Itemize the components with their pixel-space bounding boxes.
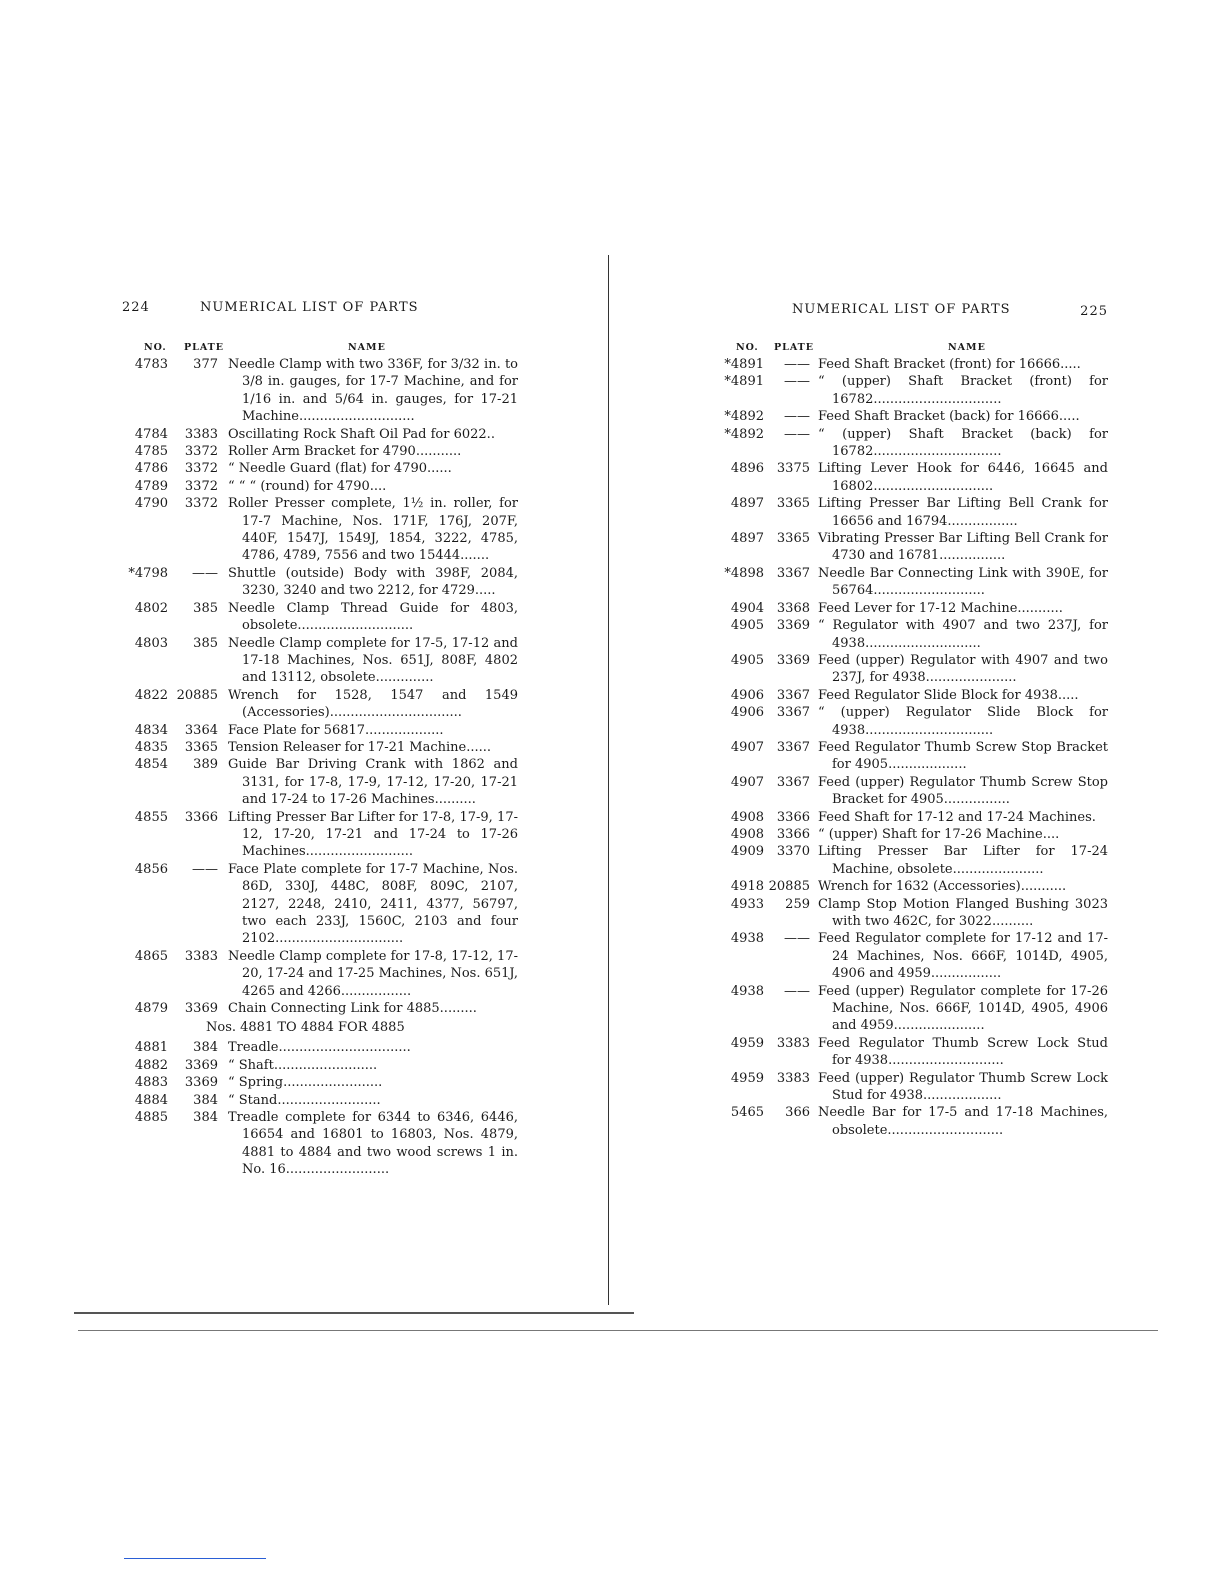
part-name: “ “ “ (round) for 4790.... bbox=[228, 478, 387, 494]
plate-number: 3367 bbox=[776, 774, 810, 790]
part-row bbox=[118, 1092, 518, 1109]
part-row bbox=[718, 983, 1108, 1035]
part-row bbox=[718, 1104, 1108, 1139]
plate-number: 3365 bbox=[776, 496, 810, 512]
plate-number: 3369 bbox=[184, 1075, 218, 1091]
part-number: 4896 bbox=[730, 461, 764, 477]
scan-edge-line bbox=[74, 1312, 634, 1314]
plate-number: 377 bbox=[193, 357, 218, 372]
part-row bbox=[118, 756, 518, 808]
part-name: Treadle complete for 6344 to 6346, 6446, 16654 and 16801 to 16803, Nos. 4879, 4881 to 4884 and two wood screws 1 in. No. 16......................... bbox=[228, 1110, 518, 1178]
right-parts-list bbox=[718, 356, 1108, 1139]
part-row bbox=[118, 426, 518, 443]
part-number: *4891 bbox=[724, 357, 764, 372]
part-name: Feed Regulator Thumb Screw Lock Stud for 4938............................ bbox=[818, 1035, 1108, 1069]
plate-number: —— bbox=[192, 861, 218, 877]
part-row bbox=[718, 930, 1108, 982]
plate-number: 3383 bbox=[184, 426, 218, 442]
part-number: 4882 bbox=[134, 1057, 168, 1073]
part-row bbox=[118, 1057, 518, 1074]
plate-number: 3372 bbox=[184, 461, 218, 477]
part-name: “ (upper) Regulator Slide Block for 4938............................... bbox=[818, 705, 1108, 738]
plate-number: 3367 bbox=[776, 739, 810, 755]
part-row bbox=[718, 843, 1108, 878]
plate-number: 20885 bbox=[768, 879, 810, 895]
plate-number: 384 bbox=[193, 1110, 218, 1126]
part-row bbox=[718, 1070, 1108, 1105]
plate-number: 3372 bbox=[184, 496, 218, 512]
plate-number: 3383 bbox=[184, 948, 218, 964]
right-page-title: NUMERICAL LIST OF PARTS bbox=[792, 302, 1011, 317]
plate-number: 3368 bbox=[776, 600, 810, 616]
part-number: 4802 bbox=[134, 600, 168, 616]
part-name: Face Plate complete for 17-7 Machine, Nos. 86D, 330J, 448C, 808F, 809C, 2107, 2127, 2248, 2410, 2411, 4377, 56797, two each 233J, 1560C, 2103 and four 2102............................... bbox=[228, 861, 518, 947]
part-name: “ Spring........................ bbox=[228, 1075, 383, 1091]
plate-number: 3367 bbox=[776, 565, 810, 581]
part-number: 4784 bbox=[134, 426, 168, 442]
part-number: 4933 bbox=[730, 896, 764, 912]
part-row bbox=[718, 408, 1108, 425]
plate-number: 3364 bbox=[184, 722, 218, 738]
plate-number: 259 bbox=[785, 896, 810, 912]
part-number: 4905 bbox=[730, 652, 764, 668]
part-name: “ Stand......................... bbox=[228, 1092, 381, 1108]
part-row bbox=[118, 722, 518, 739]
part-name: Clamp Stop Motion Flanged Bushing 3023 with two 462C, for 3022.......... bbox=[818, 896, 1108, 929]
part-row bbox=[718, 878, 1108, 895]
plate-number: 3367 bbox=[776, 705, 810, 721]
part-number: 4883 bbox=[134, 1075, 168, 1091]
part-name: Needle Clamp complete for 17-8, 17-12, 17-20, 17-24 and 17-25 Machines, Nos. 651J, 4265 and 4266................. bbox=[228, 948, 519, 999]
part-name: Lifting Presser Bar Lifter for 17-8, 17-9, 17-12, 17-20, 17-21 and 17-24 to 17-26 Machines.......................... bbox=[228, 809, 518, 860]
col-no: NO. bbox=[736, 342, 759, 353]
plate-number: 3365 bbox=[184, 739, 218, 755]
part-number: 4855 bbox=[134, 809, 168, 825]
part-number: 4897 bbox=[730, 496, 764, 512]
part-name: “ (upper) Shaft Bracket (back) for 16782............................... bbox=[818, 426, 1108, 460]
part-number: 4938 bbox=[730, 931, 764, 947]
part-number: 4881 bbox=[134, 1040, 168, 1056]
page-gutter-divider bbox=[608, 255, 609, 1305]
part-number: 4865 bbox=[134, 948, 168, 964]
part-number: *4892 bbox=[724, 426, 764, 442]
part-number: *4898 bbox=[724, 565, 764, 581]
part-number: 4835 bbox=[134, 739, 168, 755]
plate-number: —— bbox=[784, 409, 810, 425]
left-parts-list bbox=[118, 356, 518, 1179]
part-name: Feed Shaft Bracket (back) for 16666..... bbox=[818, 409, 1080, 425]
part-name: Tension Releaser for 17-21 Machine...... bbox=[228, 739, 492, 755]
part-row bbox=[718, 739, 1108, 774]
part-row bbox=[118, 1039, 518, 1056]
part-number: 4790 bbox=[134, 496, 168, 512]
part-number: 4834 bbox=[134, 722, 168, 738]
part-name: “ (upper) Shaft Bracket (front) for 16782............................... bbox=[818, 374, 1108, 407]
part-row bbox=[718, 565, 1108, 600]
part-row bbox=[118, 1109, 518, 1179]
plate-number: 385 bbox=[193, 635, 218, 651]
plate-number: 3370 bbox=[776, 844, 810, 860]
part-name: Shuttle (outside) Body with 398F, 2084, 3230, 3240 and two 2212, for 4729..... bbox=[228, 565, 518, 599]
part-number: 4783 bbox=[134, 357, 168, 372]
part-name: Wrench for 1632 (Accessories)........... bbox=[818, 879, 1067, 895]
part-number: *4891 bbox=[724, 374, 764, 390]
part-number: 5465 bbox=[730, 1105, 764, 1121]
plate-number: 3375 bbox=[776, 461, 810, 477]
part-number: 4907 bbox=[730, 739, 764, 755]
part-number: 4918 bbox=[730, 879, 764, 895]
plate-number: 3372 bbox=[184, 478, 218, 494]
left-parts-group-b bbox=[118, 1039, 518, 1178]
part-name: Feed Regulator complete for 17-12 and 17-24 Machines, Nos. 666F, 1014D, 4905, 4906 and 4959................. bbox=[818, 931, 1108, 982]
plate-number: —— bbox=[192, 565, 218, 581]
part-number: 4856 bbox=[134, 861, 168, 877]
part-name: Wrench for 1528, 1547 and 1549 (Accessories)................................ bbox=[228, 687, 518, 721]
part-row bbox=[118, 460, 518, 477]
part-row bbox=[118, 809, 518, 861]
part-name: Needle Clamp complete for 17-5, 17-12 and 17-18 Machines, Nos. 651J, 808F, 4802 and 13112, obsolete.............. bbox=[228, 635, 518, 686]
part-row bbox=[718, 600, 1108, 617]
part-row bbox=[718, 652, 1108, 687]
part-row bbox=[718, 809, 1108, 826]
part-number: 4803 bbox=[134, 635, 168, 651]
plate-number: —— bbox=[784, 983, 810, 999]
part-name: Feed Shaft Bracket (front) for 16666..... bbox=[818, 357, 1081, 372]
part-row bbox=[118, 1074, 518, 1091]
plate-number: 3369 bbox=[184, 1057, 218, 1073]
part-number: 4938 bbox=[730, 983, 764, 999]
part-name: Oscillating Rock Shaft Oil Pad for 6022.. bbox=[228, 426, 495, 442]
part-row bbox=[118, 600, 518, 635]
col-name: NAME bbox=[348, 342, 386, 353]
col-plate: PLATE bbox=[184, 342, 224, 353]
part-row bbox=[718, 826, 1108, 843]
plate-number: 3369 bbox=[184, 1001, 218, 1017]
part-number: 4885 bbox=[134, 1110, 168, 1126]
part-row bbox=[118, 356, 518, 426]
part-number: 4907 bbox=[730, 774, 764, 790]
part-name: “ Shaft......................... bbox=[228, 1057, 378, 1073]
plate-number: —— bbox=[784, 931, 810, 947]
plate-number: 366 bbox=[785, 1105, 810, 1121]
part-row bbox=[718, 617, 1108, 652]
part-name: Needle Bar Connecting Link with 390E, for 56764........................... bbox=[818, 565, 1108, 599]
subheading: Nos. 4881 TO 4884 FOR 4885 bbox=[206, 1020, 405, 1036]
part-row bbox=[718, 373, 1108, 408]
part-number: 4822 bbox=[134, 687, 168, 703]
part-name: Feed (upper) Regulator with 4907 and two 237J, for 4938...................... bbox=[818, 652, 1108, 686]
part-row bbox=[118, 861, 518, 948]
part-row bbox=[118, 495, 518, 565]
part-number: 4897 bbox=[730, 531, 764, 547]
plate-number: 3366 bbox=[776, 809, 810, 825]
part-number: 4959 bbox=[730, 1035, 764, 1051]
plate-number: 3365 bbox=[776, 531, 810, 547]
plate-number: —— bbox=[784, 374, 810, 390]
scan-bottom-line bbox=[78, 1330, 1158, 1331]
part-name: Vibrating Presser Bar Lifting Bell Crank for 4730 and 16781................ bbox=[818, 531, 1108, 564]
part-name: Lifting Presser Bar Lifter for 17-24 Machine, obsolete...................... bbox=[818, 844, 1108, 877]
plate-number: 3372 bbox=[184, 444, 218, 460]
plate-number: 389 bbox=[193, 757, 218, 773]
part-row bbox=[118, 478, 518, 495]
part-name: Lifting Lever Hook for 6446, 16645 and 16802............................. bbox=[818, 461, 1108, 494]
part-name: Roller Presser complete, 1½ in. roller, for 17-7 Machine, Nos. 171F, 176J, 207F, 440F, 1547J, 1549J, 1854, 3222, 4785, 4786, 4789, 7556 and two 15444....... bbox=[228, 496, 518, 564]
part-number: 4908 bbox=[730, 826, 764, 842]
part-name: Roller Arm Bracket for 4790........... bbox=[228, 444, 462, 460]
plate-number: 3366 bbox=[776, 826, 810, 842]
part-name: Face Plate for 56817................... bbox=[228, 722, 444, 738]
part-name: Chain Connecting Link for 4885......... bbox=[228, 1001, 477, 1017]
part-row bbox=[118, 1000, 518, 1017]
part-name: Feed Regulator Slide Block for 4938..... bbox=[818, 687, 1079, 703]
part-row bbox=[118, 687, 518, 722]
part-row bbox=[118, 948, 518, 1000]
part-number: 4854 bbox=[134, 757, 168, 773]
col-no: NO. bbox=[144, 342, 167, 353]
plate-number: 3366 bbox=[184, 809, 218, 825]
left-page-title: NUMERICAL LIST OF PARTS bbox=[200, 300, 419, 315]
part-number: 4906 bbox=[730, 687, 764, 703]
left-parts-group-a bbox=[118, 356, 518, 1017]
part-number: 4959 bbox=[730, 1070, 764, 1086]
left-page-number: 224 bbox=[122, 300, 150, 315]
part-name: Needle Bar for 17-5 and 17-18 Machines, obsolete............................ bbox=[818, 1105, 1108, 1138]
plate-number: 385 bbox=[193, 600, 218, 616]
plate-number: 3369 bbox=[776, 618, 810, 634]
right-page-number: 225 bbox=[1080, 304, 1108, 319]
part-name: Needle Clamp with two 336F, for 3/32 in. to 3/8 in. gauges, for 17-7 Machine, and for 1/16 in. and 5/64 in. gauges, for 17-21 Machine............................ bbox=[228, 357, 518, 425]
part-name: Feed Regulator Thumb Screw Stop Bracket for 4905................... bbox=[818, 739, 1108, 773]
part-row bbox=[718, 530, 1108, 565]
plate-number: 3369 bbox=[776, 652, 810, 668]
plate-number: —— bbox=[784, 426, 810, 442]
part-name: Feed Lever for 17-12 Machine........... bbox=[818, 600, 1063, 616]
part-name: Lifting Presser Bar Lifting Bell Crank for 16656 and 16794................. bbox=[818, 496, 1108, 529]
part-name: “ Needle Guard (flat) for 4790...... bbox=[228, 461, 452, 477]
part-row bbox=[718, 460, 1108, 495]
part-name: Feed (upper) Regulator Thumb Screw Lock Stud for 4938................... bbox=[818, 1070, 1108, 1104]
part-row bbox=[718, 896, 1108, 931]
part-name: Feed (upper) Regulator complete for 17-26 Machine, Nos. 666F, 1014D, 4905, 4906 and 4959...................... bbox=[818, 983, 1108, 1034]
part-number: *4892 bbox=[724, 409, 764, 425]
part-name: Guide Bar Driving Crank with 1862 and 3131, for 17-8, 17-9, 17-12, 17-20, 17-21 and 17-24 to 17-26 Machines.......... bbox=[228, 757, 518, 808]
part-name: Needle Clamp Thread Guide for 4803, obsolete............................ bbox=[228, 600, 518, 634]
plate-number: 3383 bbox=[776, 1070, 810, 1086]
col-plate: PLATE bbox=[774, 342, 814, 353]
part-row bbox=[118, 739, 518, 756]
part-row bbox=[718, 774, 1108, 809]
col-name: NAME bbox=[948, 342, 986, 353]
part-number: 4905 bbox=[730, 618, 764, 634]
part-number: 4906 bbox=[730, 705, 764, 721]
part-number: 4789 bbox=[134, 478, 168, 494]
part-number: *4798 bbox=[128, 565, 168, 581]
plate-number: 3367 bbox=[776, 687, 810, 703]
part-row bbox=[118, 565, 518, 600]
part-row bbox=[718, 687, 1108, 704]
blue-underline-mark bbox=[124, 1558, 266, 1559]
part-row bbox=[118, 635, 518, 687]
part-row bbox=[718, 495, 1108, 530]
part-number: 4904 bbox=[730, 600, 764, 616]
plate-number: 384 bbox=[193, 1092, 218, 1108]
plate-number: 20885 bbox=[176, 687, 218, 703]
part-number: 4879 bbox=[134, 1001, 168, 1017]
plate-number: —— bbox=[784, 357, 810, 372]
part-number: 4786 bbox=[134, 461, 168, 477]
part-name: “ (upper) Shaft for 17-26 Machine.... bbox=[818, 826, 1060, 842]
part-name: Treadle................................ bbox=[228, 1040, 411, 1056]
plate-number: 384 bbox=[193, 1040, 218, 1056]
part-name: “ Regulator with 4907 and two 237J, for 4938............................ bbox=[818, 618, 1108, 651]
part-row bbox=[718, 1035, 1108, 1070]
part-number: 4909 bbox=[730, 844, 764, 860]
part-name: Feed (upper) Regulator Thumb Screw Stop Bracket for 4905................ bbox=[818, 774, 1108, 808]
plate-number: 3383 bbox=[776, 1035, 810, 1051]
part-row bbox=[718, 426, 1108, 461]
part-number: 4785 bbox=[134, 444, 168, 460]
part-row bbox=[118, 443, 518, 460]
part-row bbox=[718, 356, 1108, 373]
part-name: Feed Shaft for 17-12 and 17-24 Machines. bbox=[818, 809, 1096, 825]
part-number: 4884 bbox=[134, 1092, 168, 1108]
part-row bbox=[718, 704, 1108, 739]
part-number: 4908 bbox=[730, 809, 764, 825]
